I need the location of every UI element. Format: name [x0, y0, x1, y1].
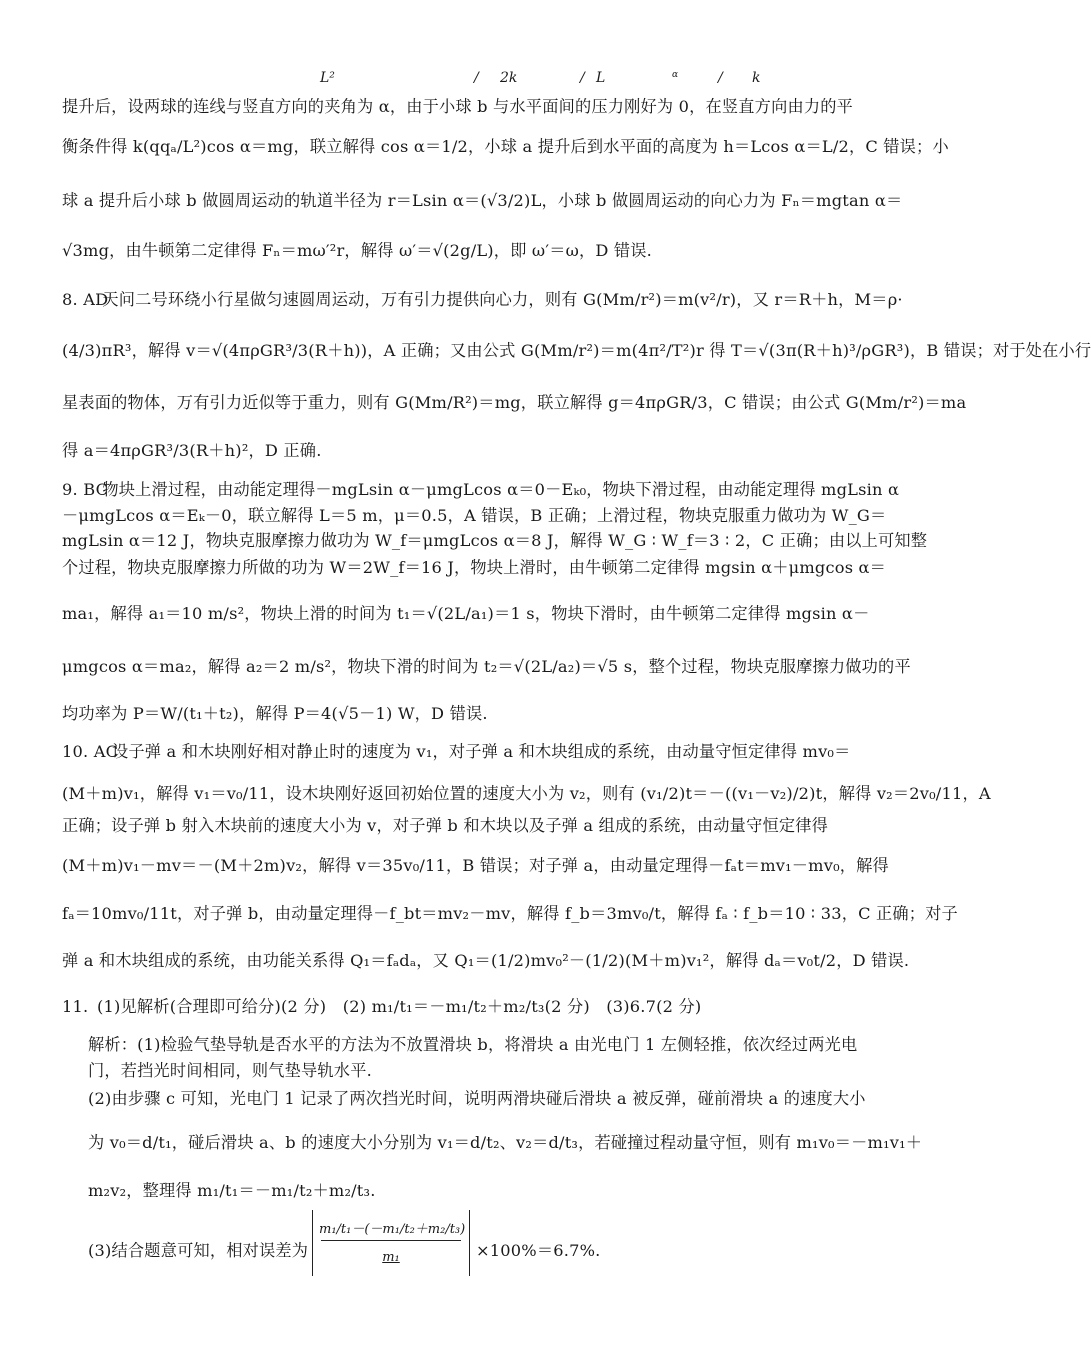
text-line: √3mg，由牛顿第二定律得 Fₙ＝mω′²r，解得 ω′＝√(2g/L)，即 ω′＝ω，D 错误. — [62, 241, 653, 260]
top-fragment: 2k — [500, 70, 518, 86]
text-line: 为 v₀＝d/t₁，碰后滑块 a、b 的速度大小分别为 v₁＝d/t₂、v₂＝d/t₃，若碰撞过程动量守恒，则有 m₁v₀＝－m₁v₁＋ — [88, 1133, 923, 1152]
question-9-line: 9. BC 物块上滑过程，由动能定理得－mgLsin α－μmgLcos α＝0－Eₖ₀，物块下滑过程，由动能定理得 mgLsin α — [62, 480, 900, 499]
text-line: 正确；设子弹 b 射入木块前的速度大小为 v，对子弹 b 和木块以及子弹 a 组成的系统，由动量守恒定律得 — [62, 816, 829, 835]
text-line: 球 a 提升后小球 b 做圆周运动的轨道半径为 r＝Lsin α＝(√3/2)L，小球 b 做圆周运动的向心力为 Fₙ＝mgtan α＝ — [62, 191, 903, 210]
top-fragment: k — [752, 70, 761, 86]
text-line: 星表面的物体，万有引力近似等于重力，则有 G(Mm/R²)＝mg，联立解得 g＝4πρGR/3，C 错误；由公式 G(Mm/r²)＝ma — [62, 393, 967, 412]
question-11-line: 11. (1)见解析(合理即可给分)(2 分) (2) m₁/t₁＝－m₁/t₂＋m₂/t₃(2 分) (3)6.7(2 分) — [62, 997, 702, 1016]
question-number: 9. BC — [62, 480, 109, 499]
text-line: (4/3)πR³，解得 v＝√(4πρGR³/3(R＋h))，A 正确；又由公式 G(Mm/r²)＝m(4π²/T²)r 得 T＝√(3π(R＋h)³/ρGR³)，B 错误；对于处在小行 — [62, 341, 1091, 360]
text-line: －μmgLcos α＝Eₖ－0，联立解得 L＝5 m，μ＝0.5，A 错误，B 正确；上滑过程，物块克服重力做功为 W_G＝ — [62, 506, 887, 525]
text-line: 提升后，设两球的连线与竖直方向的夹角为 α，由于小球 b 与水平面间的压力刚好为 0，在竖直方向由力的平 — [62, 97, 854, 116]
text-line: 衡条件得 k(qqₐ/L²)cos α＝mg，联立解得 cos α＝1/2，小球 a 提升后到水平面的高度为 h＝Lcos α＝L/2，C 错误；小 — [62, 137, 949, 156]
top-fragment: L² — [320, 70, 335, 86]
text-line: (2)由步骤 c 可知，光电门 1 记录了两次挡光时间，说明两滑块碰后滑块 a 被反弹，碰前滑块 a 的速度大小 — [88, 1089, 866, 1108]
text-line: ×100%＝6.7%. — [476, 1241, 601, 1260]
question-number: 10. AC — [62, 742, 119, 761]
question-8-line: 8. AD 天问二号环绕小行星做匀速圆周运动，万有引力提供向心力，则有 G(Mm/r²)＝m(v²/r)，又 r＝R＋h，M＝ρ· — [62, 290, 903, 309]
text-line: 得 a＝4πρGR³/3(R＋h)²，D 正确. — [62, 441, 322, 460]
top-fragment: L — [596, 70, 606, 86]
error-denominator: m₁ — [382, 1250, 400, 1265]
text-line: 均功率为 P＝W/(t₁＋t₂)，解得 P＝4(√5－1) W，D 错误. — [62, 704, 488, 723]
relative-error-expression — [312, 1210, 470, 1276]
question-number: 8. AD — [62, 290, 109, 309]
text-line: (M＋m)v₁，解得 v₁＝v₀/11，设木块刚好返回初始位置的速度大小为 v₂，则有 (v₁/2)t＝－((v₁－v₂)/2)t，解得 v₂＝2v₀/11，A — [62, 784, 991, 803]
top-fragment: α — [672, 70, 679, 80]
question-number: 11. — [62, 997, 89, 1016]
text-line: ma₁，解得 a₁＝10 m/s²，物块上滑的时间为 t₁＝√(2L/a₁)＝1 s，物块下滑时，由牛顿第二定律得 mgsin α－ — [62, 604, 870, 623]
text-line: μmgcos α＝ma₂，解得 a₂＝2 m/s²，物块下滑的时间为 t₂＝√(2L/a₂)＝√5 s，整个过程，物块克服摩擦力做功的平 — [62, 657, 911, 676]
error-numerator: m₁/t₁－(－m₁/t₂＋m₂/t₃) — [319, 1222, 466, 1237]
top-fragment: / — [580, 70, 585, 86]
text-line: mgLsin α＝12 J，物块克服摩擦力做功为 W_f＝μmgLcos α＝8 J，解得 W_G ∶ W_f＝3 ∶ 2，C 正确；由以上可知整 — [62, 531, 928, 550]
text-line: 门，若挡光时间相同，则气垫导轨水平. — [88, 1061, 372, 1080]
fraction-bar — [321, 1240, 461, 1241]
text-line: 弹 a 和木块组成的系统，由功能关系得 Q₁＝fₐdₐ，又 Q₁＝(1/2)mv₀²－(1/2)(M＋m)v₁²，解得 dₐ＝v₀t/2，D 错误. — [62, 951, 910, 970]
text-line: 解析：(1)检验气垫导轨是否水平的方法为不放置滑块 b，将滑块 a 由光电门 1 左侧轻推，依次经过两光电 — [88, 1035, 858, 1054]
question-10-line: 10. AC设子弹 a 和木块刚好相对静止时的速度为 v₁，对子弹 a 和木块组成的系统，由动量守恒定律得 mv₀＝ — [62, 742, 851, 761]
text-line: 个过程，物块克服摩擦力所做的功为 W＝2W_f＝16 J，物块上滑时，由牛顿第二定律得 mgsin α＋μmgcos α＝ — [62, 558, 887, 577]
text-line: (3)结合题意可知，相对误差为 — [88, 1241, 309, 1260]
top-fragment: / — [474, 70, 479, 86]
top-fragment: / — [718, 70, 723, 86]
text-line: fₐ＝10mv₀/11t，对子弹 b，由动量定理得－f_bt＝mv₂－mv，解得 f_b＝3mv₀/t，解得 fₐ ∶ f_b＝10 ∶ 33，C 正确；对子 — [62, 904, 958, 923]
text-line: m₂v₂，整理得 m₁/t₁＝－m₁/t₂＋m₂/t₃. — [88, 1181, 376, 1200]
text-line: (M＋m)v₁－mv＝－(M＋2m)v₂，解得 v＝35v₀/11，B 错误；对子弹 a，由动量定理得－fₐt＝mv₁－mv₀，解得 — [62, 856, 889, 875]
